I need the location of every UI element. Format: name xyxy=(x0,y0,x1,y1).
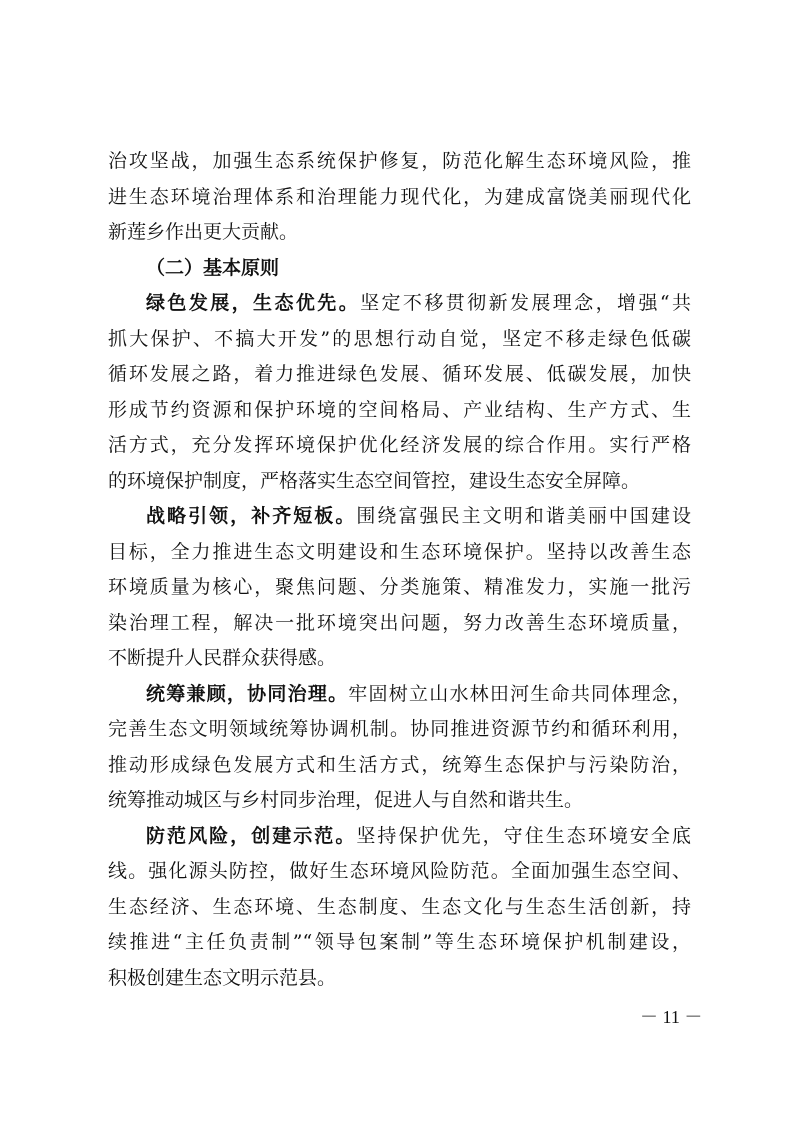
principle-paragraph-strategic-guidance xyxy=(108,499,691,677)
text-line xyxy=(108,499,691,535)
text-line xyxy=(108,677,691,713)
principle-text: 坚持保护优先，守住生态环境安全底 xyxy=(356,824,691,847)
principle-title: 防范风险，创建示范。 xyxy=(146,824,357,847)
text-line: 进生态环境治理体系和治理能力现代化，为建成富饶美丽现代化 xyxy=(108,185,691,208)
principle-title: 战略引领，补齐短板。 xyxy=(146,505,357,527)
text-line: 循环发展之路，着力推进绿色发展、循环发展、低碳发展，加快 xyxy=(108,363,691,385)
text-line: 线。强化源头防控，做好生态环境风险防范。全面加强生态空间、 xyxy=(108,860,691,882)
text-line: 治攻坚战，加强生态系统保护修复，防范化解生态环境风险，推 xyxy=(108,150,691,172)
principle-title: 绿色发展，生态优先。 xyxy=(146,292,361,314)
text-line: 完善生态文明领域统筹协调机制。协同推进资源节约和循环利用， xyxy=(108,718,691,740)
text-line: 统筹推动城区与乡村同步治理，促进人与自然和谐共生。 xyxy=(108,789,584,811)
text-line: 积极创建生态文明示范县。 xyxy=(108,966,337,989)
section-heading: （二）基本原则 xyxy=(146,256,280,279)
principle-paragraph-coordinated-governance xyxy=(108,677,691,819)
document-body xyxy=(108,144,691,996)
principle-text: 牢固树立山水林田河生命共同体理念， xyxy=(348,682,691,705)
principle-text: 围绕富强民主文明和谐美丽中国建设 xyxy=(356,505,691,527)
text-line: 形成节约资源和保护环境的空间格局、产业结构、生产方式、生 xyxy=(108,398,691,421)
text-line: 活方式，充分发挥环境保护优化经济发展的综合作用。实行严格 xyxy=(108,434,691,456)
text-line xyxy=(108,286,691,322)
principle-paragraph-risk-prevention xyxy=(108,819,691,997)
text-line: 染治理工程，解决一批环境突出问题，努力改善生态环境质量， xyxy=(108,611,691,634)
text-line: 推动形成绿色发展方式和生活方式，统筹生态保护与污染防治， xyxy=(108,753,691,776)
principle-paragraph-green-development xyxy=(108,286,691,499)
text-line: 的环境保护制度，严格落实生态空间管控，建设生态安全屏障。 xyxy=(108,469,641,492)
text-line: 续推进“主任负责制”“领导包案制”等生态环境保护机制建设， xyxy=(108,931,691,953)
text-line: 目标，全力推进生态文明建设和生态环境保护。坚持以改善生态 xyxy=(108,540,691,563)
text-line: 生态经济、生态环境、生态制度、生态文化与生态生活创新，持 xyxy=(108,895,691,918)
principle-title: 统筹兼顾，协同治理。 xyxy=(146,682,349,705)
principle-text: 坚定不移贯彻新发展理念，增强“共 xyxy=(360,292,691,314)
text-line xyxy=(108,819,691,855)
text-line: 新莲乡作出更大贡献。 xyxy=(108,221,299,243)
page-number: － 11 － xyxy=(640,1007,703,1027)
text-line: 环境质量为核心，聚焦问题、分类施策、精准发力，实施一批污 xyxy=(108,576,691,598)
paragraph-intro-end xyxy=(108,144,691,251)
text-line: 抓大保护、不搞大开发”的思想行动自觉，坚定不移走绿色低碳 xyxy=(108,327,691,350)
text-line: 不断提升人民群众获得感。 xyxy=(108,647,337,669)
